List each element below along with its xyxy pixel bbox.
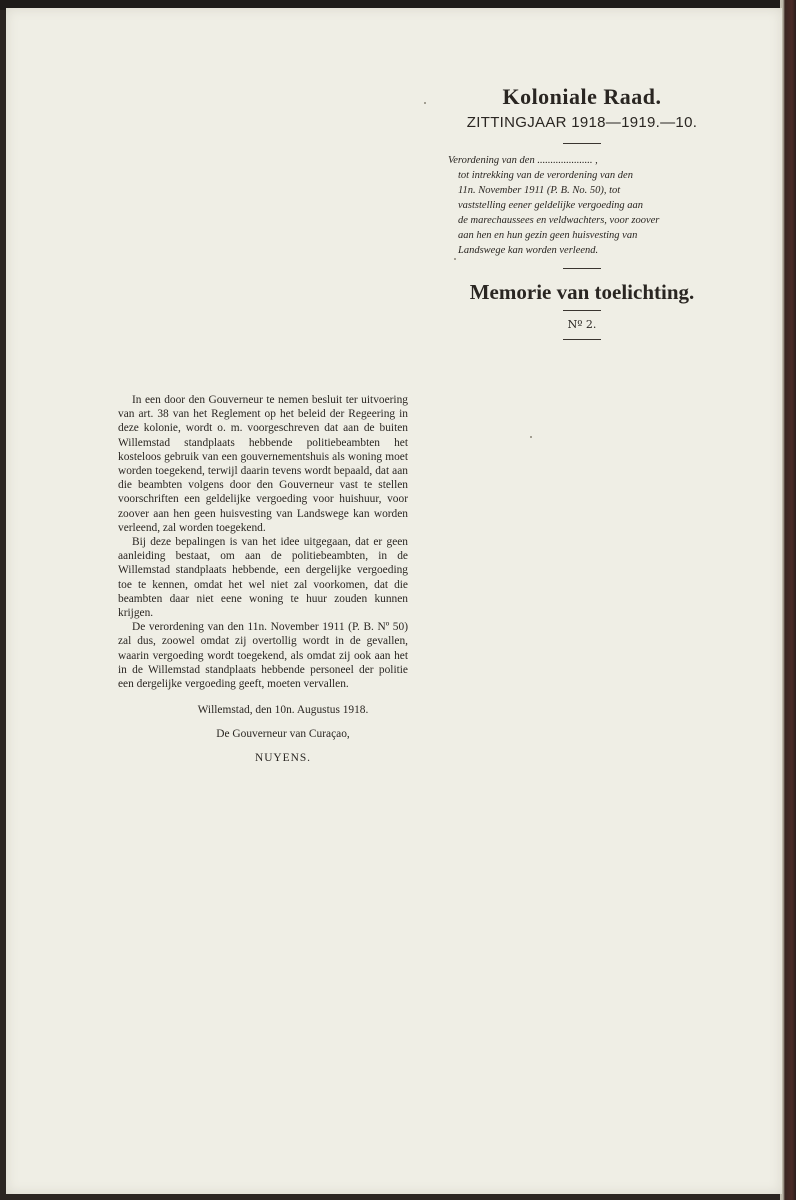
council-title: Koloniale Raad. xyxy=(502,84,662,109)
ordinance-line: Verordening van den ..................... , xyxy=(448,155,598,166)
session-line: ZITTINGJAAR 1918—1919.—10. xyxy=(466,114,698,131)
paper-speck xyxy=(424,102,426,104)
ordinance-line: de marechaussees en veldwachters, voor zoover xyxy=(458,215,660,226)
divider-rule xyxy=(563,310,601,311)
ordinance-line: Landswege kan worden verleend. xyxy=(458,245,599,256)
divider-rule xyxy=(563,339,601,340)
divider-rule xyxy=(563,268,601,269)
book-spine xyxy=(780,0,796,1200)
header-block xyxy=(448,82,716,349)
memo-number: Nº 2. xyxy=(567,318,597,331)
body-paragraph: De verordening van den 11n. November 1911 (P. B. Nº 50) zal dus, zoowel omdat zij overtollig wordt in de gevallen, waarin vergoeding wordt toegekend, als omdat zij ook aan het in de Willemstad standplaats hebbende personeel der politie een dergelijke vergoeding geeft, moeten vervallen. xyxy=(118,621,408,691)
signatory-name: NUYENS. xyxy=(254,752,312,765)
memo-title: Memorie van toelichting. xyxy=(469,280,695,304)
ordinance-line: tot intrekking van de verordening van den xyxy=(458,170,633,181)
ordinance-line: vaststelling eener geldelijke vergoeding aan xyxy=(458,200,644,211)
place-date: Willemstad, den 10n. Augustus 1918. xyxy=(197,704,369,717)
ordinance-line: aan hen en hun gezin geen huisvesting van xyxy=(458,230,638,241)
body-paragraph: Bij deze bepalingen is van het idee uitgegaan, dat er geen aanleiding bestaat, om aan de politiebeambten, in de Willemstad standplaats hebbende, een dergelijke vergoeding toe te kennen, omdat het wel niet zal voorkomen, dat die beambten daar niet eene woning te huur zouden kunnen krijgen. xyxy=(118,536,408,620)
ordinance-title xyxy=(448,153,716,258)
governor-title: De Gouverneur van Curaçao, xyxy=(216,728,350,741)
ordinance-line: 11n. November 1911 (P. B. No. 50), tot xyxy=(458,185,621,196)
body-paragraph: In een door den Gouverneur te nemen besluit ter uitvoering van art. 38 van het Reglement op het beleid der Regeering in deze kolonie, wordt o. m. voorgeschreven dat aan de buiten Willemstad standplaats hebbende politiebeambten het kosteloos gebruik van een gouvernementshuis als woning moet worden toegekend, terwijl daarin tevens wordt bepaald, dat aan die beambten volgens door den Gouverneur vast te stellen voorschriften een geldelijke vergoeding voor huishuur, voor zoover aan hen geen huisvesting van Landswege kan worden verleend, zal worden toegekend. xyxy=(118,394,408,534)
divider-rule xyxy=(563,143,601,144)
body-block xyxy=(118,393,408,765)
paper-speck xyxy=(530,436,532,438)
